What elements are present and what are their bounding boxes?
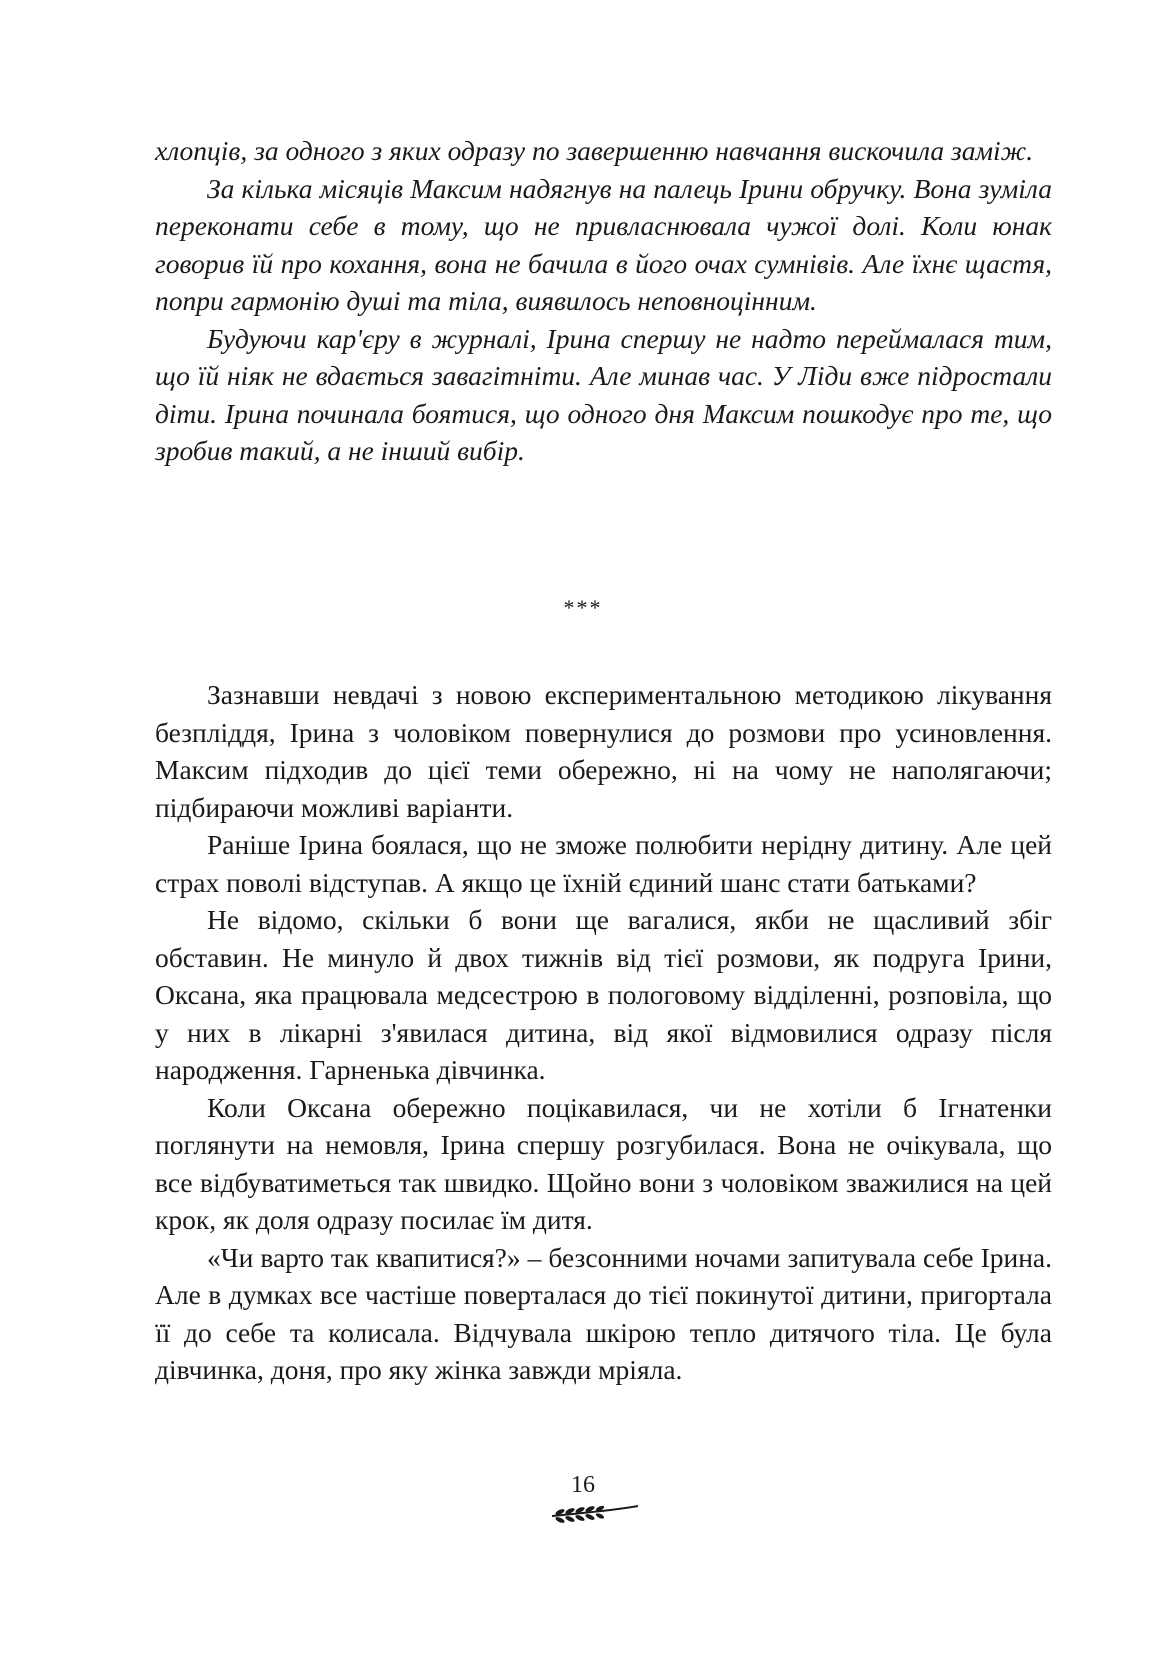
italic-paragraph: Будуючи кар'єру в журналі, Ірина спершу не надто переймалася тим, що їй ніяк не вдається завагітніти. Але минав час. У Ліди вже підростали діти. Ірина починала боятися, що одного дня Максим пошкодує про те, що зробив такий, а не інший вибір. xyxy=(155,322,1052,466)
body-text-block xyxy=(155,676,1052,1389)
body-paragraph: «Чи варто так квапитися?» – безсонними ночами запитувала себе Ірина. Але в думках все частіше поверталася до тієї покинутої дитини, пригортала її до себе та колисала. Відчувала шкірою тепло дитячого тіла. Це була дівчинка, доня, про яку жінка завжди мріяла. xyxy=(155,1241,1052,1385)
body-paragraph: Зазнавши невдачі з новою експериментальною методикою лікування безпліддя, Ірина з чоловіком повернулися до розмови про усиновлення. Максим підходив до цієї теми обережно, ні на чому не наполягаючи; підбираючи можливі варіанти. xyxy=(155,679,1052,823)
body-paragraph: Коли Оксана обережно поцікавилася, чи не хотіли б Ігнатенки поглянути на немовля, Ірина спершу розгубилася. Вона не очікувала, що все відбуватиметься так швидко. Щойно вони з чоловіком зважилися на цей крок, як доля одразу посилає їм дитя. xyxy=(155,1091,1052,1235)
page-number: 16 xyxy=(571,1472,595,1498)
wheat-ear-ornament-icon xyxy=(550,1500,640,1530)
body-paragraph: Не відомо, скільки б вони ще вагалися, якби не щасливий збіг обставин. Не минуло й двох тижнів від тієї розмови, як подруга Ірини, Оксана, яка працювала медсестрою в пологовому відділенні, розповіла, що у них в лікарні з'явилася дитина, від якої відмовилися одразу після народження. Гарненька дівчинка. xyxy=(155,904,1052,1085)
italic-text-block xyxy=(155,132,1052,470)
section-separator: *** xyxy=(563,595,603,620)
body-paragraph: Раніше Ірина боялася, що не зможе полюбити нерідну дитину. Але цей страх поволі відступав. А якщо це їхній єдиний шанс стати батьками? xyxy=(155,829,1052,898)
italic-paragraph: хлопців, за одного з яких одразу по завершенню навчання вискочила заміж. xyxy=(155,135,1034,166)
italic-paragraph: За кілька місяців Максим надягнув на палець Ірини обручку. Вона зуміла переконати себе в тому, що не привласнювала чужої долі. Коли юнак говорив їй про кохання, вона не бачила в його очах сумнівів. Але їхнє щастя, попри гармонію душі та тіла, виявилось неповноцінним. xyxy=(155,172,1052,316)
